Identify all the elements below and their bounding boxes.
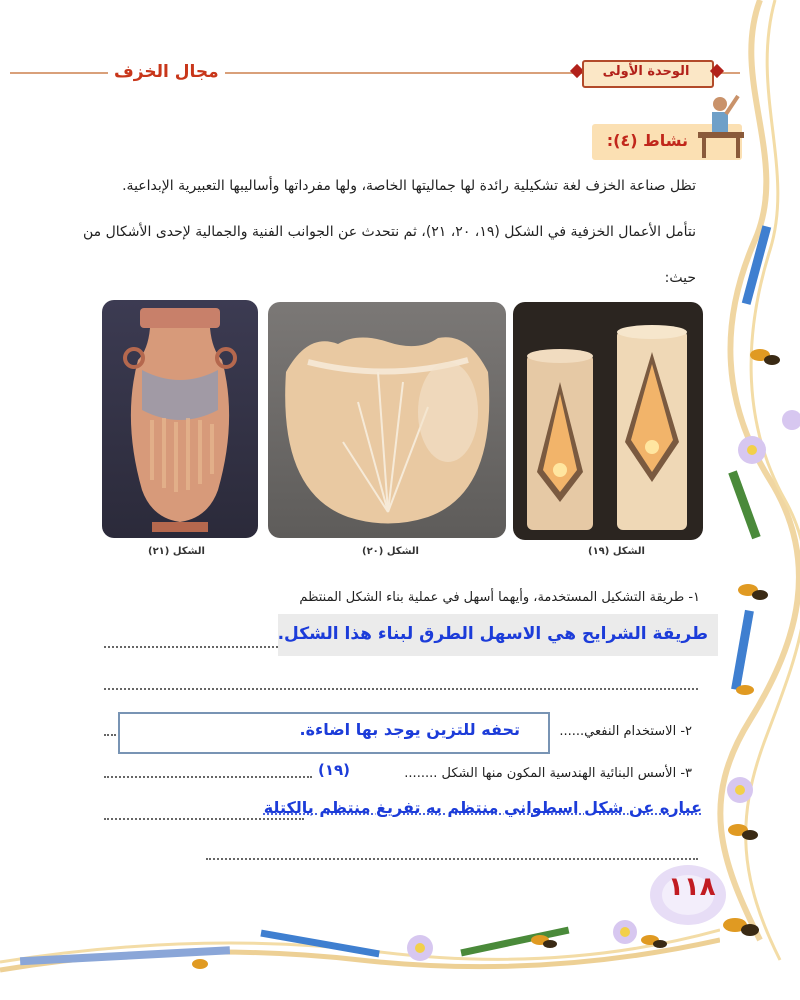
activity-title: نشاط (٤): xyxy=(606,131,688,150)
figure-19-image xyxy=(513,302,703,540)
answer-3-text[interactable]: عباره عن شكل اسطواني منتظم به تفريغ منتظم بالكتلة xyxy=(263,798,702,817)
intro-paragraph: تظل صناعة الخزف لغة تشكيلية رائدة لها جماليتها الخاصة، ولها مفرداتها وأساليبها التعبيرية الإبداعية. xyxy=(122,178,696,194)
page-number: ١١٨ xyxy=(668,872,716,902)
answer-line xyxy=(104,734,116,736)
answer-3-figure-ref: (١٩) xyxy=(318,761,351,779)
answer-line xyxy=(104,688,698,690)
instruction-paragraph: نتأمل الأعمال الخزفية في الشكل (١٩، ٢٠، ٢١)، ثم نتحدث عن الجوانب الفنية والجمالية لإحدى الأشكال من xyxy=(83,224,696,240)
figure-21-image xyxy=(102,300,258,538)
answer-line xyxy=(206,858,698,860)
figure-21-caption: الشكل (٢١) xyxy=(148,546,205,557)
teacher-at-desk-icon xyxy=(692,90,748,160)
figure-20-image xyxy=(268,302,506,538)
question-2: ٢- الاستخدام النفعي...... xyxy=(559,724,692,739)
decorative-bottom-border xyxy=(0,900,720,1000)
instruction-continuation: حيث: xyxy=(664,270,696,286)
answer-2-text: تحفه للتزين يوجد بها اضاءة. xyxy=(299,720,520,739)
answer-line xyxy=(104,818,304,820)
figure-20-caption: الشكل (٢٠) xyxy=(362,546,419,557)
answer-1-text: طريقة الشرايح هي الاسهل الطرق لبناء هذا الشكل. xyxy=(277,624,708,644)
answer-line xyxy=(104,776,312,778)
figure-19-caption: الشكل (١٩) xyxy=(588,546,645,557)
answer-line xyxy=(104,646,278,648)
question-1: ١- طريقة التشكيل المستخدمة، وأيهما أسهل في عملية بناء الشكل المنتظم xyxy=(299,590,700,605)
unit-label: الوحدة الأولى xyxy=(602,64,690,79)
subject-title: مجال الخزف xyxy=(108,62,225,82)
question-3: ٣- الأسس البنائية الهندسية المكون منها الشكل ........ xyxy=(404,766,692,781)
unit-badge xyxy=(572,58,722,86)
